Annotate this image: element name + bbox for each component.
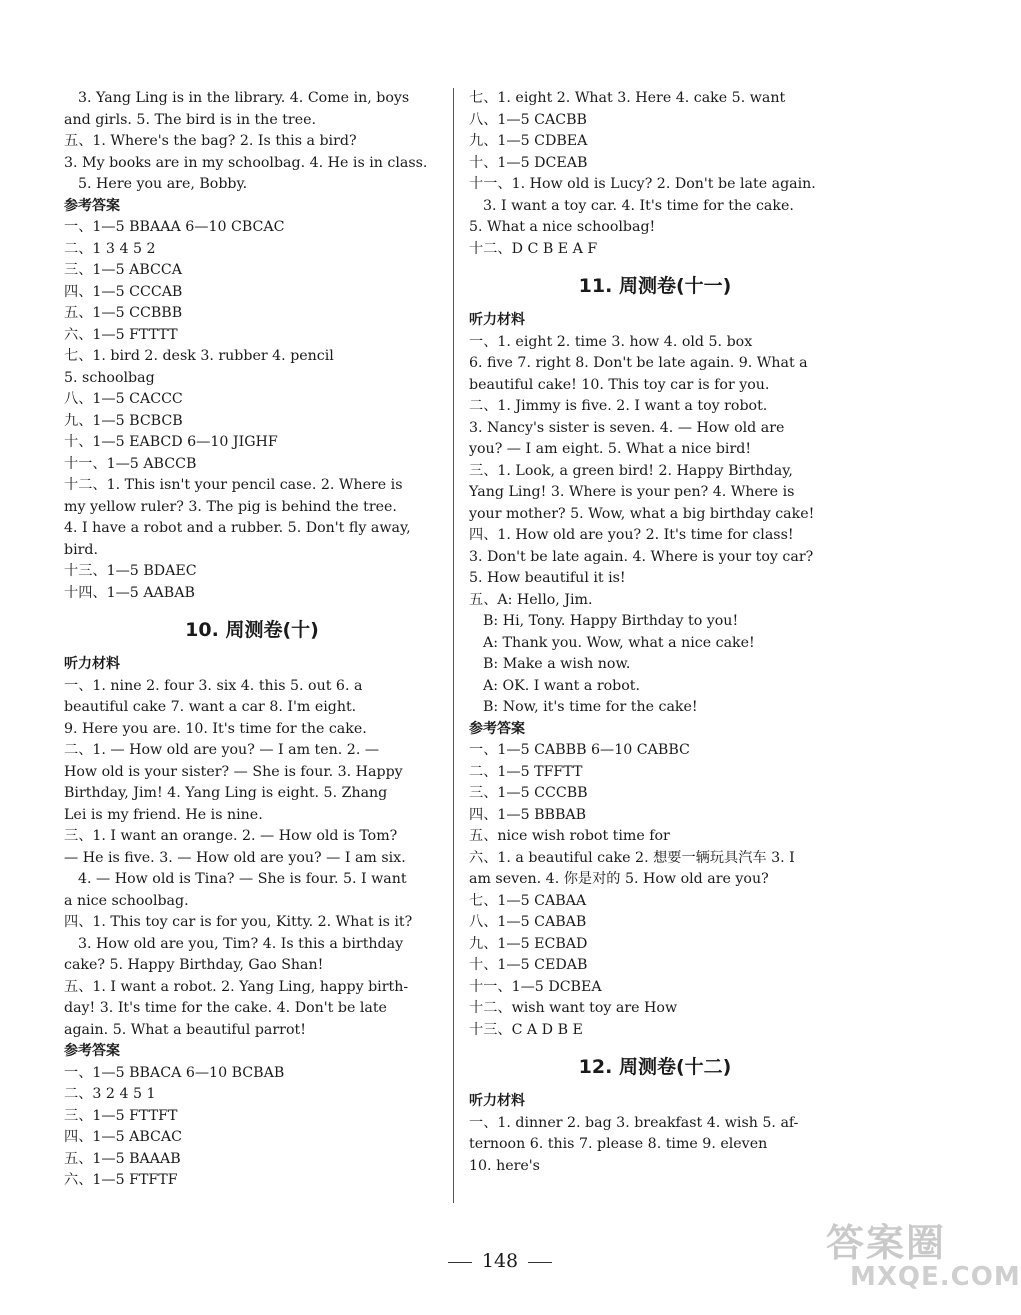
text-line: Yang Ling! 3. Where is your pen? 4. Where is <box>469 484 795 500</box>
text-line: A: Thank you. Wow, what a nice cake! <box>483 634 755 651</box>
text-line: 十二、1. This isn't your pencil case. 2. Where is <box>64 477 403 493</box>
text-line: 一、1—5 BBAAA 6—10 CBCAC <box>64 219 285 235</box>
left-column <box>64 88 440 1192</box>
text-line: 3. I want a toy car. 4. It's time for the cake. <box>483 197 794 214</box>
text-line: 九、1—5 BCBCB <box>64 412 183 429</box>
text-line: 七、1. bird 2. desk 3. rubber 4. pencil <box>64 348 334 364</box>
text-line: my yellow ruler? 3. The pig is behind the tree. <box>64 498 397 515</box>
page-number-dash-left <box>448 1262 472 1263</box>
text-line: ternoon 6. this 7. please 8. time 9. eleven <box>469 1136 768 1152</box>
watermark-top-text: 答案圈 <box>826 1221 947 1265</box>
text-line: 3. My books are in my schoolbag. 4. He is in class. <box>64 154 428 171</box>
text-line: 六、1—5 FTFTF <box>64 1172 178 1188</box>
text-line: 4. I have a robot and a rubber. 5. Don't fly away, <box>64 520 411 536</box>
text-line: 十三、C A D B E <box>469 1021 583 1038</box>
page-number-dash-right <box>528 1262 552 1263</box>
text-line: bird. <box>64 541 98 558</box>
text-line: 八、1—5 CACCC <box>64 391 183 407</box>
text-line: 二、1. Jimmy is five. 2. I want a toy robot. <box>469 398 768 414</box>
text-line: 一、1. nine 2. four 3. six 4. this 5. out 6. a <box>64 677 363 694</box>
text-line: 一、1. dinner 2. bag 3. breakfast 4. wish 5. af- <box>469 1114 799 1131</box>
text-line: 九、1—5 CDBEA <box>469 133 588 149</box>
text-line: 四、1. How old are you? 2. It's time for class! <box>469 527 794 543</box>
text-line: day! 3. It's time for the cake. 4. Don't be late <box>64 1000 387 1016</box>
text-line: 五、1—5 CCBBB <box>64 305 183 321</box>
text-line: 十、1—5 DCEAB <box>469 154 588 171</box>
text-line: 5. How beautiful it is! <box>469 570 626 586</box>
text-line: 九、1—5 ECBAD <box>469 935 588 952</box>
text-line: 三、1. Look, a green bird! 2. Happy Birthday, <box>469 462 793 479</box>
text-line: and girls. 5. The bird is in the tree. <box>64 111 317 128</box>
right-column <box>469 88 841 1177</box>
subsection-label: 听力材料 <box>469 312 525 328</box>
text-line: 三、1—5 FTTFT <box>64 1107 178 1124</box>
text-line: 3. Nancy's sister is seven. 4. — How old are <box>469 419 785 436</box>
text-line: 一、1—5 CABBB 6—10 CABBC <box>469 742 690 758</box>
text-line: 3. Yang Ling is in the library. 4. Come in, boys <box>78 90 410 106</box>
text-line: 四、1. This toy car is for you, Kitty. 2. What is it? <box>64 914 413 930</box>
text-line: am seven. 4. 你是对的 5. How old are you? <box>469 871 769 887</box>
text-line: 八、1—5 CACBB <box>469 111 587 128</box>
text-line: cake? 5. Happy Birthday, Gao Shan! <box>64 957 324 973</box>
text-line: B: Make a wish now. <box>483 656 631 672</box>
text-line: 十二、D C B E A F <box>469 240 598 257</box>
text-line: 八、1—5 CABAB <box>469 914 587 930</box>
text-line: 十四、1—5 AABAB <box>64 584 195 601</box>
section-heading: 11. 周测卷(十一) <box>578 275 732 297</box>
text-line: 四、1—5 BBBAB <box>469 806 587 823</box>
text-line: 十一、1. How old is Lucy? 2. Don't be late again. <box>469 176 816 192</box>
subsection-label: 听力材料 <box>64 656 120 672</box>
text-line: beautiful cake 7. want a car 8. I'm eight. <box>64 699 357 715</box>
column-divider <box>453 88 454 1203</box>
text-line: 五、1. I want a robot. 2. Yang Ling, happy birth- <box>64 978 409 995</box>
text-line: again. 5. What a beautiful parrot! <box>64 1021 306 1038</box>
watermark-bottom-text: MXQE.COM <box>850 1262 1021 1292</box>
watermark-logo <box>822 1212 1021 1304</box>
text-line: 5. schoolbag <box>64 369 155 386</box>
text-line: — He is five. 3. — How old are you? — I am six. <box>64 849 406 866</box>
text-line: 七、1. eight 2. What 3. Here 4. cake 5. want <box>469 90 786 106</box>
text-line: B: Hi, Tony. Happy Birthday to you! <box>483 613 739 629</box>
text-line: 3. Don't be late again. 4. Where is your toy car? <box>469 548 814 565</box>
text-line: 十一、1—5 ABCCB <box>64 455 197 472</box>
text-line: your mother? 5. Wow, what a big birthday cake! <box>469 505 815 522</box>
text-line: 三、1. I want an orange. 2. — How old is Tom? <box>64 828 398 844</box>
section-heading: 10. 周测卷(十) <box>185 619 319 641</box>
text-line: 六、1—5 FTTTT <box>64 326 178 343</box>
text-line: 十一、1—5 DCBEA <box>469 978 602 995</box>
text-line: Lei is my friend. He is nine. <box>64 806 263 823</box>
text-line: 五、1—5 BAAAB <box>64 1150 181 1167</box>
text-line: 五、A: Hello, Jim. <box>469 591 593 608</box>
text-line: 七、1—5 CABAA <box>469 892 587 909</box>
text-line: 5. Here you are, Bobby. <box>78 176 248 192</box>
text-line: 五、1. Where's the bag? 2. Is this a bird? <box>64 133 357 149</box>
subsection-label: 参考答案 <box>469 720 525 737</box>
text-line: 三、1—5 ABCCA <box>64 262 183 278</box>
text-line: A: OK. I want a robot. <box>483 677 640 694</box>
text-line: you? — I am eight. 5. What a nice bird! <box>469 441 752 457</box>
text-line: 9. Here you are. 10. It's time for the cake. <box>64 720 367 737</box>
text-line: 二、3 2 4 5 1 <box>64 1086 156 1102</box>
text-line: 四、1—5 ABCAC <box>64 1129 183 1145</box>
text-line: 三、1—5 CCCBB <box>469 785 588 801</box>
text-line: beautiful cake! 10. This toy car is for you. <box>469 376 770 393</box>
text-line: 一、1—5 BBACA 6—10 BCBAB <box>64 1064 285 1081</box>
text-line: 二、1—5 TFFTT <box>469 763 583 780</box>
text-line: 四、1—5 CCCAB <box>64 283 183 300</box>
text-line: 十、1—5 CEDAB <box>469 957 588 973</box>
subsection-label: 参考答案 <box>64 197 120 214</box>
subsection-label: 听力材料 <box>469 1093 525 1109</box>
text-line: 10. here's <box>469 1157 540 1174</box>
text-line: B: Now, it's time for the cake! <box>483 699 698 715</box>
text-line: 十三、1—5 BDAEC <box>64 563 197 579</box>
page-number-text: 148 <box>481 1250 519 1272</box>
text-line: 二、1. — How old are you? — I am ten. 2. — <box>64 742 380 758</box>
text-line: 5. What a nice schoolbag! <box>469 219 656 235</box>
text-line: 十、1—5 EABCD 6—10 JIGHF <box>64 434 278 450</box>
text-line: 二、1 3 4 5 2 <box>64 240 156 257</box>
text-line: How old is your sister? — She is four. 3. Happy <box>64 763 403 780</box>
text-line: 一、1. eight 2. time 3. how 4. old 5. box <box>469 333 753 350</box>
text-line: Birthday, Jim! 4. Yang Ling is eight. 5. Zhang <box>64 785 388 801</box>
text-line: 六、1. a beautiful cake 2. 想要一辆玩具汽车 3. I <box>469 849 795 866</box>
text-line: 五、nice wish robot time for <box>469 828 670 844</box>
text-line: a nice schoolbag. <box>64 892 189 909</box>
text-line: 6. five 7. right 8. Don't be late again. 9. What a <box>469 355 808 371</box>
text-line: 4. — How old is Tina? — She is four. 5. I want <box>78 871 407 887</box>
subsection-label: 参考答案 <box>64 1043 120 1059</box>
text-line: 十二、wish want toy are How <box>469 1000 678 1016</box>
text-line: 3. How old are you, Tim? 4. Is this a birthday <box>78 935 404 952</box>
section-heading: 12. 周测卷(十二) <box>578 1056 732 1078</box>
